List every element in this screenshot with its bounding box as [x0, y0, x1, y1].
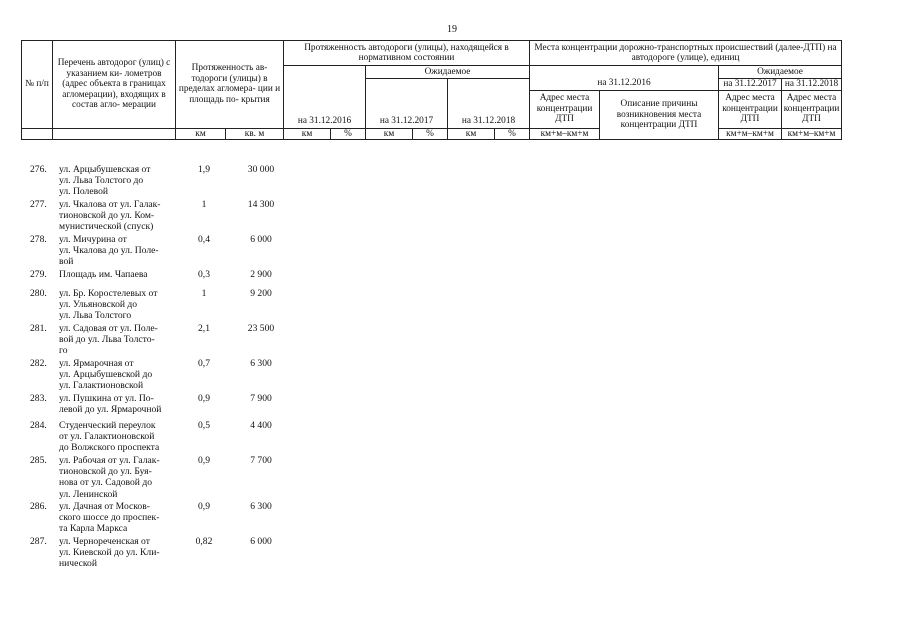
row-number: 282. [30, 358, 47, 369]
area-sqm: 4 400 [250, 420, 272, 431]
road-name-line: ул. Мичурина от [59, 234, 127, 245]
row-number: 286. [30, 501, 47, 512]
road-name-line: до Волжского проспекта [59, 442, 160, 454]
road-name [59, 420, 184, 454]
area-sqm: 6 000 [250, 234, 272, 245]
road-name [59, 455, 184, 500]
road-name [59, 323, 184, 357]
road-name-line: Студенческий переулок [59, 420, 156, 431]
row-number: 277. [30, 199, 47, 210]
length-km: 0,9 [198, 455, 210, 466]
road-name-line: ул. Бр. Коростелевых от [59, 288, 158, 299]
road-name-line: мунистической (спуск) [59, 221, 154, 233]
unit-2017-km: км [366, 128, 413, 140]
road-name-line: от ул. Галактионовской [59, 431, 155, 443]
length-km: 0,9 [198, 393, 210, 404]
row-number: 287. [30, 536, 47, 547]
road-name [59, 358, 184, 392]
length-km: 0,9 [198, 501, 210, 512]
unit-address-2017: км+м–км+м [719, 128, 782, 140]
road-name [59, 536, 184, 570]
row-number: 283. [30, 393, 47, 404]
header-dtp-places: Места концентрации дорожно-транспортных происшествий (далее-ДТП) на автодороге (улице), единиц [530, 41, 842, 66]
road-name [59, 288, 184, 322]
road-name-line: ул. Киевской до ул. Кли- [59, 547, 160, 559]
unit-length-km: км [176, 128, 226, 140]
road-name-line: ул. Чкалова до ул. Поле- [59, 245, 159, 257]
road-name [59, 164, 184, 198]
road-name-line: ул. Полевой [59, 186, 108, 198]
header-dtp-2018: на 31.12.2018 [782, 79, 842, 91]
area-sqm: 23 500 [247, 323, 275, 334]
row-number: 281. [30, 323, 47, 334]
road-name-line: ского шоссе до проспек- [59, 512, 160, 524]
header-dtp-expected: Ожидаемое [719, 66, 842, 79]
road-name-line: та Карла Маркса [59, 523, 128, 535]
header-normative-2018: на 31.12.2018 [448, 79, 530, 129]
road-name-line: ул. Арцыбушевской до [59, 369, 153, 381]
length-km: 1 [201, 288, 207, 299]
length-km: 0,7 [198, 358, 210, 369]
road-name-line: левой до ул. Ярмарочной [59, 404, 162, 416]
unit-2018-pct: % [495, 128, 530, 140]
road-name-line: Площадь им. Чапаева [59, 269, 148, 280]
area-sqm: 14 300 [247, 199, 275, 210]
length-km: 0,82 [195, 536, 213, 547]
road-name-line: ул. Пушкина от ул. По- [59, 393, 154, 404]
road-name [59, 234, 184, 268]
header-dtp-2016: на 31.12.2016 [530, 66, 719, 91]
unit-2016-pct: % [331, 128, 366, 140]
row-number: 285. [30, 455, 47, 466]
road-name-line: вой [59, 256, 74, 268]
length-km: 0,3 [198, 269, 210, 280]
row-number: 276. [30, 164, 47, 175]
road-name-line: ул. Льва Толстого [59, 310, 132, 322]
row-number: 284. [30, 420, 47, 431]
header-address-2016: Адрес места концентрации ДТП [530, 90, 600, 128]
header-normative-2017: на 31.12.2017 [366, 79, 448, 129]
unit-2018-km: км [448, 128, 495, 140]
road-name-line: нической [59, 558, 97, 570]
header-num: № п/п [22, 41, 53, 129]
road-name-line: тионовской до ул. Буя- [59, 466, 152, 478]
row-number: 278. [30, 234, 47, 245]
area-sqm: 6 300 [250, 358, 272, 369]
unit-address-2018: км+м–км+м [782, 128, 842, 140]
road-name-line: го [59, 345, 68, 357]
road-name-line: ул. Арцыбушевская от [59, 164, 151, 175]
header-address-2017: Адрес места концентрации ДТП [719, 90, 782, 128]
area-sqm: 7 900 [250, 393, 272, 404]
road-name-line: ул. Ленинской [59, 488, 118, 500]
road-name-line: ул. Чернореченская от [59, 536, 150, 547]
header-description-2016: Описание причины возникновения места концентрации ДТП [600, 90, 719, 140]
unit-address-2016: км+м–км+м [530, 128, 600, 140]
length-km: 0,4 [198, 234, 210, 245]
page-number: 19 [447, 24, 457, 35]
header-dtp-2017: на 31.12.2017 [719, 79, 782, 91]
road-name-line: ул. Льва Толстого до [59, 175, 144, 187]
road-name-line: ул. Садовая от ул. Поле- [59, 323, 158, 334]
length-km: 2,1 [198, 323, 210, 334]
road-name [59, 269, 184, 280]
header-road-list: Перечень автодорог (улиц) с указанием ки- лометров (адрес объекта в границах агломерации), входящих в состав агло- мерации [53, 41, 176, 129]
area-sqm: 9 200 [250, 288, 272, 299]
road-name-line: ул. Дачная от Москов- [59, 501, 150, 512]
area-sqm: 30 000 [247, 164, 275, 175]
unit-2017-pct: % [413, 128, 448, 140]
road-name-line: ул. Чкалова от ул. Галак- [59, 199, 161, 210]
length-km: 1 [201, 199, 207, 210]
road-name-line: тионовской до ул. Ком- [59, 210, 155, 222]
road-name-line: ул. Галактионовской [59, 380, 144, 392]
header-normative-2016: на 31.12.2016 [284, 66, 366, 129]
header-normative-expected: Ожидаемое [366, 66, 530, 79]
area-sqm: 7 700 [250, 455, 272, 466]
road-name-line: ул. Ульяновской до [59, 299, 138, 311]
row-number: 280. [30, 288, 47, 299]
road-name-line: вой до ул. Льва Толсто- [59, 334, 155, 346]
unit-2016-km: км [284, 128, 331, 140]
length-km: 1,9 [198, 164, 210, 175]
road-name [59, 501, 184, 535]
area-sqm: 6 300 [250, 501, 272, 512]
row-number: 279. [30, 269, 47, 280]
road-name-line: нова от ул. Садовой до [59, 477, 153, 489]
area-sqm: 6 000 [250, 536, 272, 547]
area-sqm: 2 900 [250, 269, 272, 280]
unit-area-sqm: кв. м [226, 128, 284, 140]
road-name [59, 393, 184, 415]
header-address-2018: Адрес места концентрации ДТП [782, 90, 842, 128]
road-name-line: ул. Рабочая от ул. Галак- [59, 455, 160, 466]
road-name [59, 199, 184, 233]
header-normative-state: Протяженность автодороги (улицы), находящейся в нормативном состоянии [284, 41, 530, 66]
header-length-area: Протяженность ав- тодороги (улицы) в пределах агломера- ции и площадь по- крытия [176, 41, 284, 129]
road-name-line: ул. Ярмарочная от [59, 358, 134, 369]
length-km: 0,5 [198, 420, 210, 431]
